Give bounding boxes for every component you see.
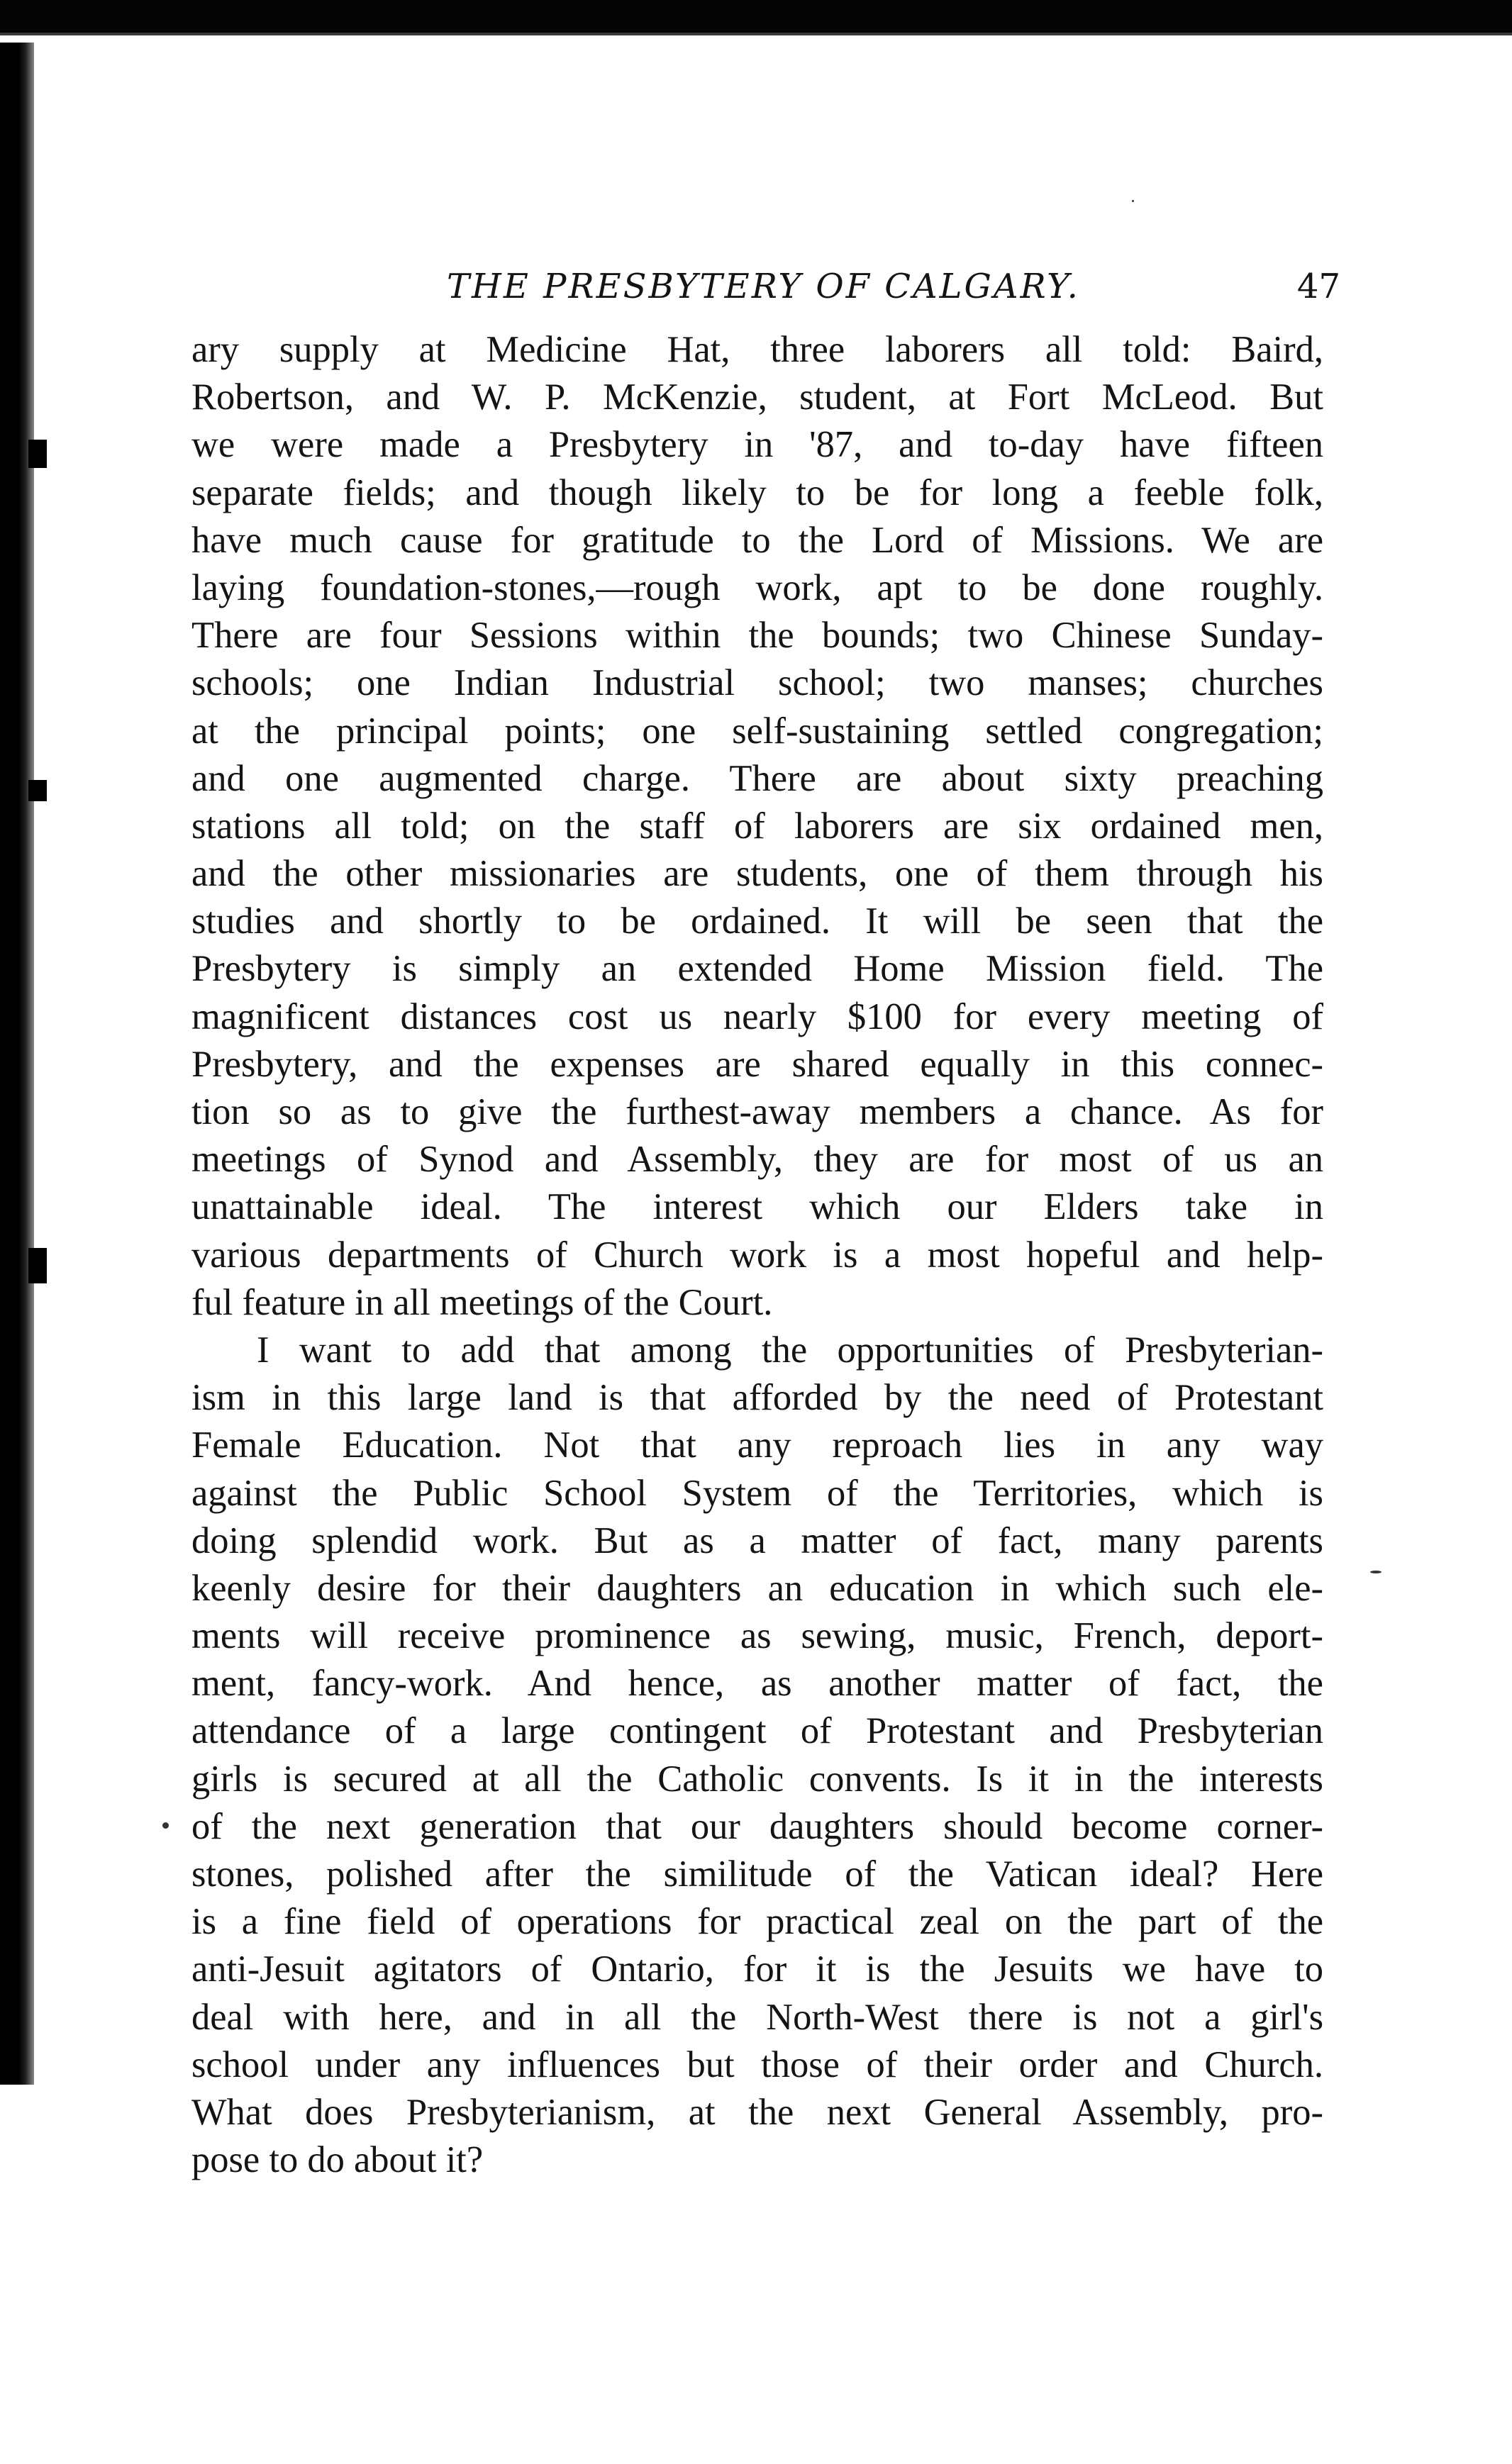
text-line: pose to do about it? (191, 2139, 484, 2181)
text-line: girls is secured at all the Catholic convents. Is it in the interests (191, 1758, 1323, 1800)
text-line: I want to add that among the opportunities of Presbyterian- (257, 1329, 1323, 1371)
scan-speck (162, 1822, 169, 1829)
text-line: various departments of Church work is a most hopeful and help- (191, 1234, 1323, 1276)
running-head (447, 267, 1340, 316)
text-line: deal with here, and in all the North-West there is not a girl's (191, 1996, 1323, 2038)
text-line: against the Public School System of the Territories, which is (191, 1472, 1323, 1514)
text-line: ment, fancy-work. And hence, as another matter of fact, the (191, 1663, 1323, 1705)
text-line: and the other missionaries are students, one of them through his (191, 853, 1323, 895)
text-line: ary supply at Medicine Hat, three laborers all told: Baird, (191, 329, 1323, 370)
text-line: laying foundation-stones,—rough work, apt to be done roughly. (191, 567, 1323, 608)
text-line: meetings of Synod and Assembly, they are for most of us an (191, 1139, 1323, 1181)
text-line: ful feature in all meetings of the Court. (191, 1281, 773, 1323)
text-line: and one augmented charge. There are about sixty preaching (191, 757, 1323, 799)
text-line: Female Education. Not that any reproach lies in any way (191, 1425, 1323, 1466)
text-line: Presbytery is simply an extended Home Mission field. The (191, 948, 1323, 990)
text-line: ments will receive prominence as sewing, music, French, deport- (191, 1615, 1323, 1657)
top-scan-border (0, 0, 1512, 33)
text-line: unattainable ideal. The interest which our Elders take in (191, 1186, 1323, 1228)
text-line: anti-Jesuit agitators of Ontario, for it is the Jesuits we have to (191, 1949, 1323, 1990)
text-line: What does Presbyterianism, at the next General Assembly, pro- (191, 2091, 1323, 2133)
text-line: at the principal points; one self-sustaining settled congregation; (191, 710, 1323, 752)
text-line: schools; one Indian Industrial school; two manses; churches (191, 662, 1323, 704)
text-line: keenly desire for their daughters an education in which such ele- (191, 1567, 1323, 1609)
page-number: 47 (1296, 267, 1340, 306)
text-line: Presbytery, and the expenses are shared equally in this connec- (191, 1043, 1323, 1085)
text-line: magnificent distances cost us nearly $100 for every meeting of (191, 996, 1323, 1037)
left-scan-border (0, 43, 34, 2085)
text-line: is a fine field of operations for practical zeal on the part of the (191, 1901, 1323, 1943)
scan-speck (1132, 200, 1134, 202)
scan-speck (1370, 1571, 1382, 1573)
text-line: studies and shortly to be ordained. It will be seen that the (191, 901, 1323, 942)
text-line: Robertson, and W. P. McKenzie, student, at Fort McLeod. But (191, 377, 1323, 418)
text-line: have much cause for gratitude to the Lord of Missions. We are (191, 519, 1323, 561)
running-head-title: THE PRESBYTERY OF CALGARY. (447, 267, 1080, 306)
text-line: school under any influences but those of their order and Church. (191, 2044, 1323, 2085)
text-line: There are four Sessions within the bounds; two Chinese Sunday- (191, 615, 1323, 657)
text-line: doing splendid work. But as a matter of fact, many parents (191, 1520, 1323, 1561)
left-border-notch (28, 1248, 47, 1283)
left-border-notch (28, 780, 47, 801)
text-line: attendance of a large contingent of Protestant and Presbyterian (191, 1710, 1323, 1752)
text-line: stones, polished after the similitude of the Vatican ideal? Here (191, 1853, 1323, 1895)
top-scan-border-shadow (0, 33, 1512, 35)
body-text (191, 326, 1323, 2184)
text-line: ism in this large land is that afforded by the need of Protestant (191, 1377, 1323, 1419)
text-line: tion so as to give the furthest-away members a chance. As for (191, 1091, 1323, 1132)
text-line: separate fields; and though likely to be for long a feeble folk, (191, 472, 1323, 513)
text-line: of the next generation that our daughters should become corner- (191, 1805, 1323, 1847)
text-line: stations all told; on the staff of laborers are six ordained men, (191, 805, 1323, 847)
left-border-notch (28, 440, 47, 468)
text-line: we were made a Presbytery in '87, and to-day have fifteen (191, 424, 1323, 466)
